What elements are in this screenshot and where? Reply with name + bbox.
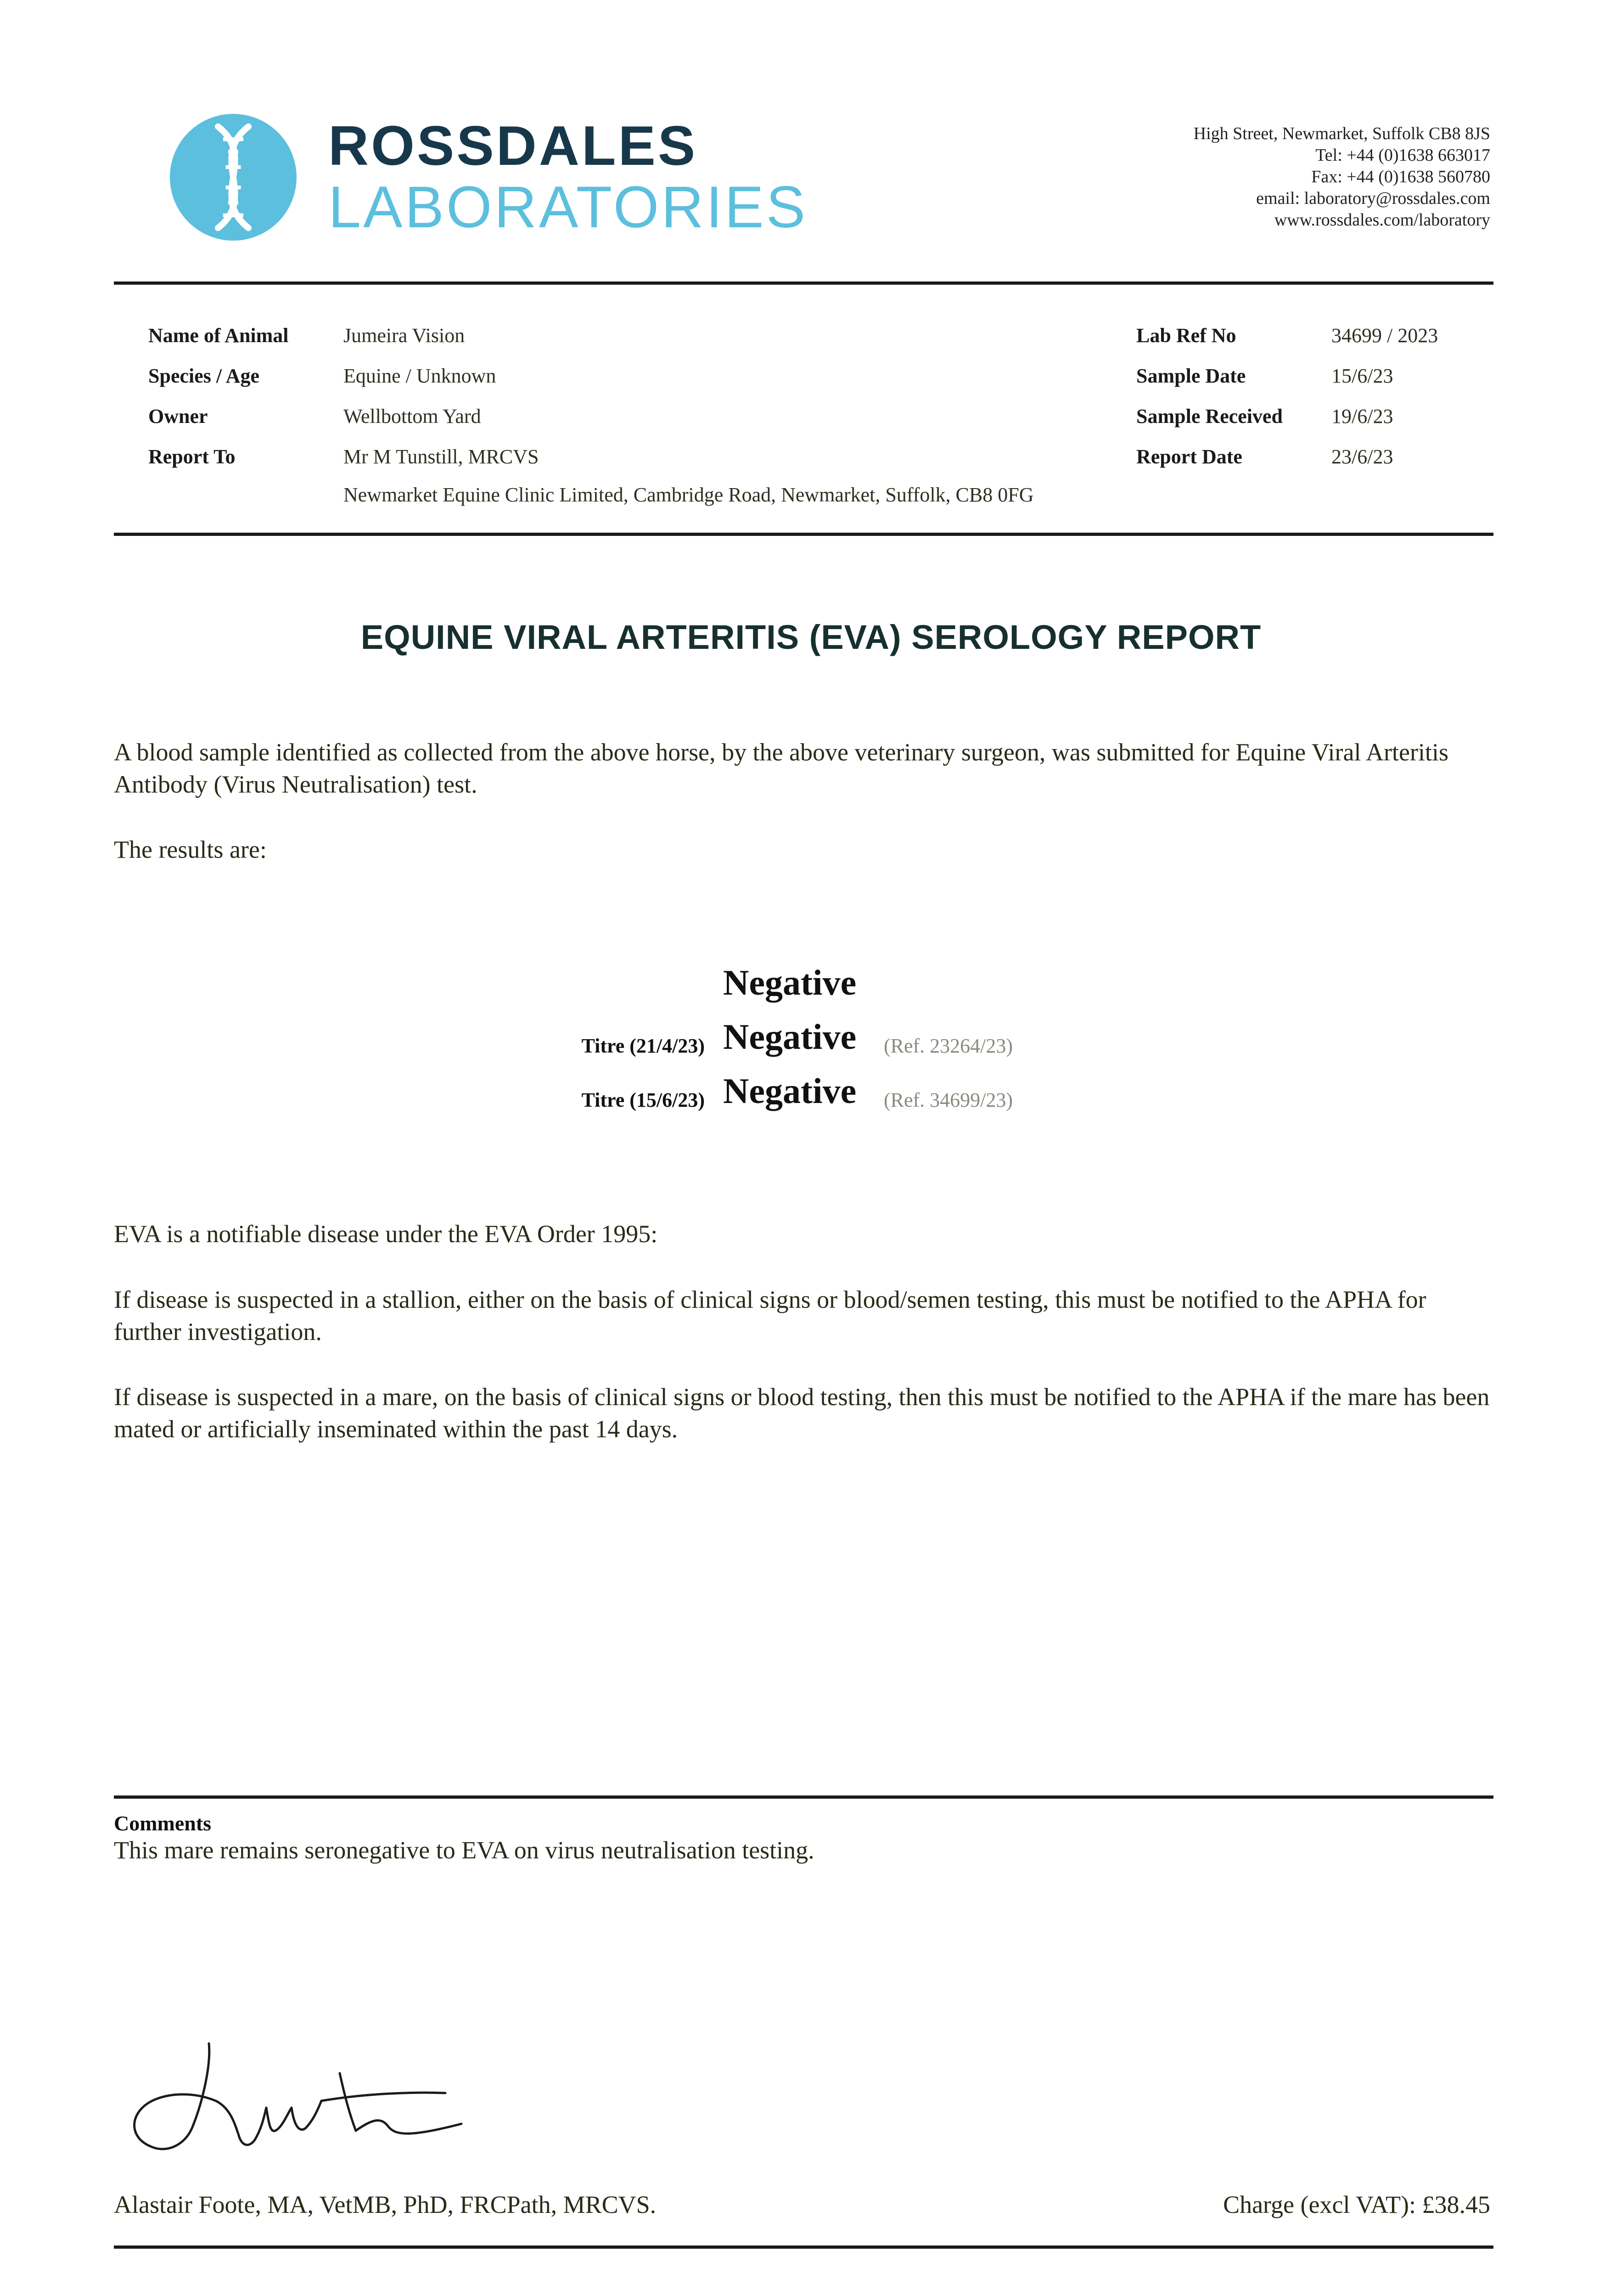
lab-ref-value: 34699 / 2023 — [1331, 324, 1438, 347]
sample-received-value: 19/6/23 — [1331, 405, 1393, 428]
header-divider — [114, 281, 1493, 285]
comments-divider — [114, 1795, 1493, 1799]
titre-result-1: Negative — [723, 1017, 857, 1057]
sample-date-value: 15/6/23 — [1331, 365, 1393, 387]
owner-label: Owner — [148, 405, 208, 428]
titre-label-1: Titre (21/4/23) — [581, 1035, 705, 1057]
intro-paragraph: A blood sample identified as collected from the above horse, by the above veterinary surgeon, was submitted for Equine Viral Arteritis Antibody (Virus Neutralisation) test. — [114, 738, 1448, 798]
name-of-animal-label: Name of Animal — [148, 324, 289, 347]
titre-ref-2: (Ref. 34699/23) — [884, 1089, 1013, 1111]
footer-divider — [114, 2245, 1493, 2249]
address: High Street, Newmarket, Suffolk CB8 8JS — [1193, 124, 1490, 143]
owner-value: Wellbottom Yard — [343, 405, 481, 428]
tel: Tel: +44 (0)1638 663017 — [1315, 146, 1490, 165]
species-age-value: Equine / Unknown — [343, 365, 496, 387]
comments-text: This mare remains seronegative to EVA on virus neutralisation testing. — [114, 1836, 814, 1864]
dna-logo-icon — [170, 114, 297, 241]
fax: Fax: +44 (0)1638 560780 — [1311, 167, 1490, 186]
titre-label-2: Titre (15/6/23) — [581, 1089, 705, 1111]
info-divider — [114, 533, 1493, 536]
report-to-value: Mr M Tunstill, MRCVS — [343, 445, 539, 468]
stallion-note: If disease is suspected in a stallion, either on the basis of clinical signs or blood/semen testing, this must be notified to the APHA for further investigation. — [114, 1286, 1426, 1345]
report-to-address: Newmarket Equine Clinic Limited, Cambridge Road, Newmarket, Suffolk, CB8 0FG — [343, 484, 1034, 506]
contact-block — [1194, 123, 1490, 231]
report-title: EQUINE VIRAL ARTERITIS (EVA) SEROLOGY REPORT — [360, 618, 1262, 656]
sample-received-label: Sample Received — [1136, 405, 1283, 428]
name-of-animal-value: Jumeira Vision — [343, 324, 465, 347]
email: email: laboratory@rossdales.com — [1256, 189, 1490, 208]
comments-label: Comments — [114, 1812, 212, 1835]
brand-name-line2: LABORATORIES — [328, 174, 808, 240]
brand-name-line1: ROSSDALES — [328, 114, 698, 177]
report-date-value: 23/6/23 — [1331, 445, 1393, 468]
mare-note: If disease is suspected in a mare, on the basis of clinical signs or blood testing, then this must be notified to the APHA if the mare has been mated or artificially inseminated within the past 14 days. — [114, 1383, 1490, 1443]
report-to-label: Report To — [148, 445, 236, 468]
lab-ref-label: Lab Ref No — [1136, 324, 1236, 347]
results-intro: The results are: — [114, 836, 267, 863]
website: www.rossdales.com/laboratory — [1274, 210, 1490, 230]
signer-name: Alastair Foote, MA, VetMB, PhD, FRCPath, MRCVS. — [114, 2191, 657, 2218]
sample-date-label: Sample Date — [1136, 365, 1246, 387]
report-date-label: Report Date — [1136, 445, 1242, 468]
titre-result-2: Negative — [723, 1071, 857, 1111]
titre-ref-1: (Ref. 23264/23) — [884, 1035, 1013, 1057]
signature-image — [124, 2039, 473, 2158]
charge-amount: Charge (excl VAT): £38.45 — [1223, 2191, 1490, 2218]
notifiable-note: EVA is a notifiable disease under the EVA Order 1995: — [114, 1220, 658, 1248]
overall-result: Negative — [723, 962, 857, 1002]
species-age-label: Species / Age — [148, 365, 259, 387]
